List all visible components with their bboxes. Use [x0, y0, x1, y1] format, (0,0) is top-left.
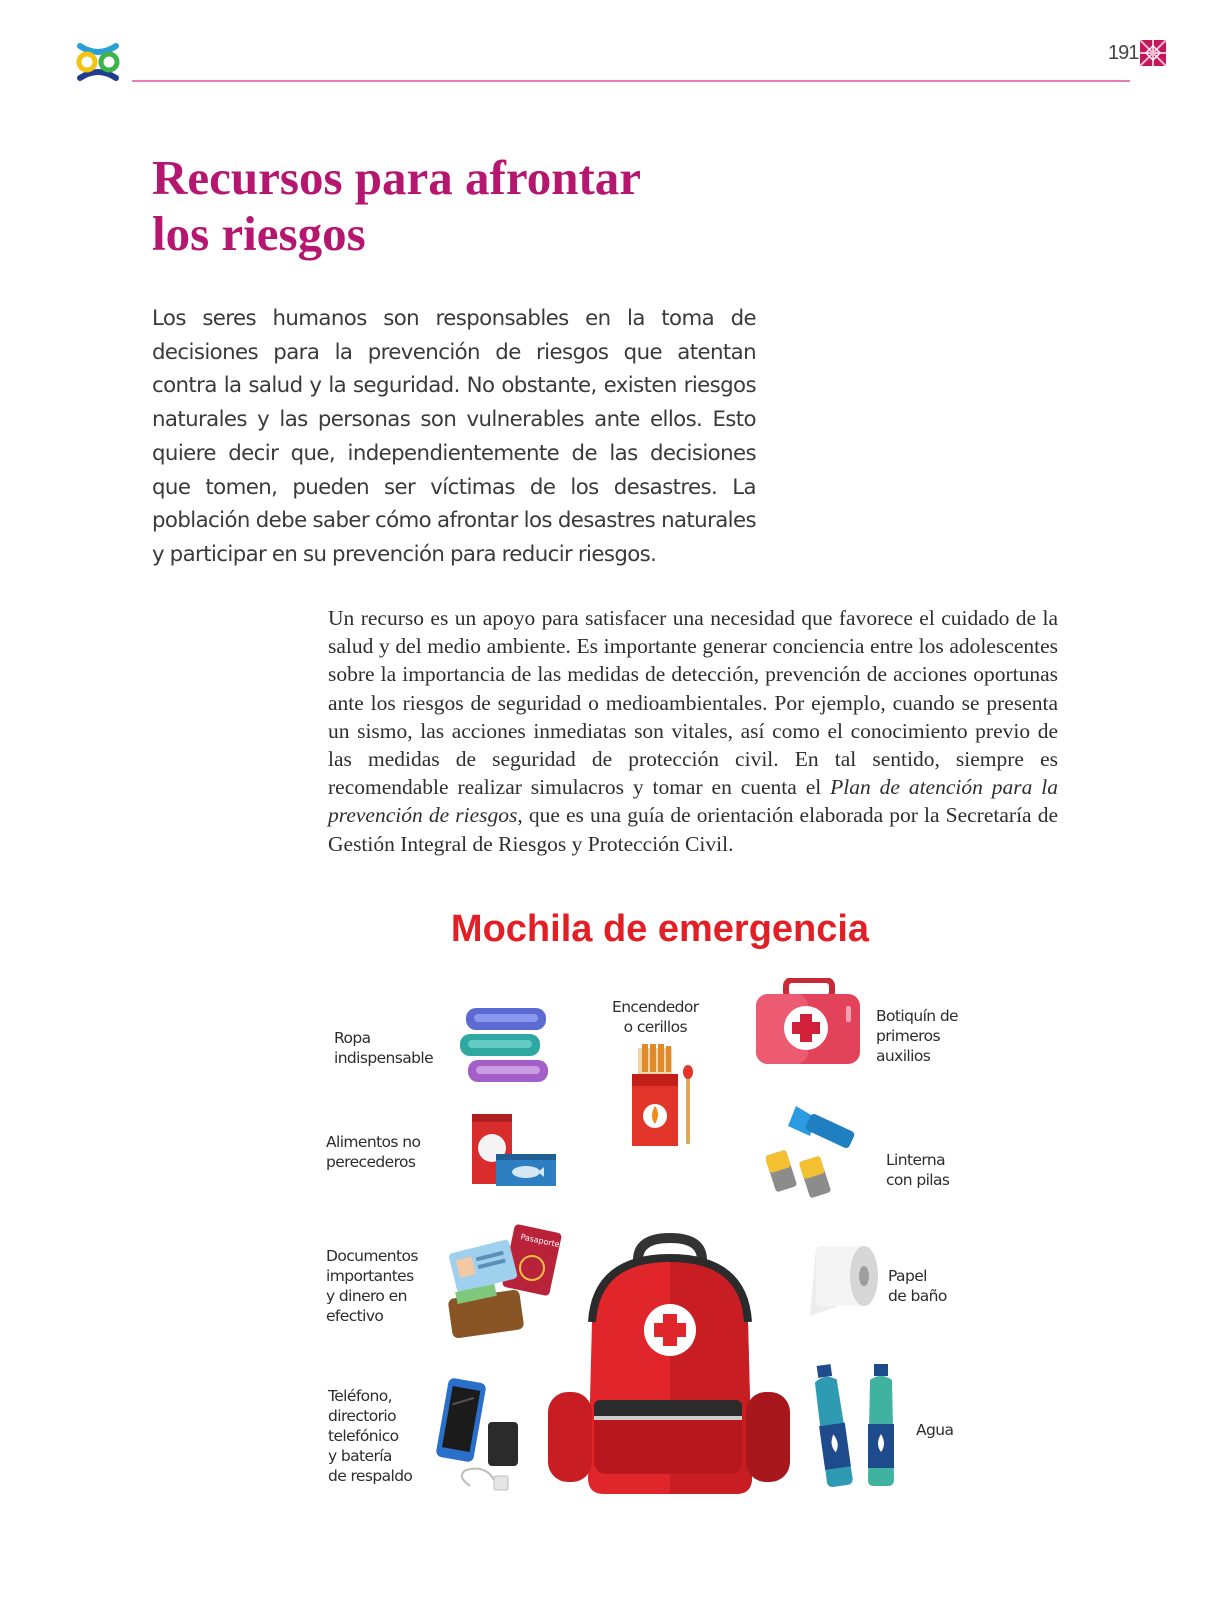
- label-linterna: Linterna con pilas: [886, 1151, 950, 1189]
- program-logo-icon: [74, 38, 122, 86]
- label-alimentos: Alimentos no perecederos: [326, 1133, 421, 1171]
- body-paragraph-text-1: Un recurso es un apoyo para satisfacer una necesidad que favorece el cuidado de la salud y del medio ambiente. Es importante generar conciencia entre los adolescentes sobre la importancia de las medidas de detección, prevención de acciones oportunas ante los riesgos de seguridad o medioambientales. Por ejemplo, cuando se presenta un sismo, las acciones inmediatas son vitales, así como el conocimiento previo de las medidas de seguridad de protección civil. En tal sentido, siempre es recomendable realizar simulacros y tomar en cuenta el: [328, 606, 1058, 800]
- passport-text: Pasaporte: [519, 1232, 561, 1250]
- label-botiquin: Botiquín de primeros auxilios: [876, 1007, 958, 1065]
- label-documentos: Documentos importantes y dinero en efectivo: [326, 1247, 418, 1325]
- intro-paragraph: Los seres humanos son responsables en la toma de decisiones para la prevención de riesgos que atentan contra la salud y la seguridad. No obstante, existen riesgos naturales y las personas son vulnerables ante ellos. Esto quiere decir que, independientemente de las decisiones que tomen, pueden ser víctimas de los desastres. La población debe saber cómo afrontar los desastres naturales y participar en su prevención para reducir riesgos.: [152, 306, 756, 567]
- charger-cable-icon: [462, 1469, 508, 1490]
- emergency-backpack-icon: [546, 1232, 792, 1502]
- power-bank-icon: [488, 1422, 518, 1466]
- canned-food-icon: [468, 1110, 562, 1190]
- page-number: 191: [1108, 42, 1139, 64]
- label-telefono: Teléfono, directorio telefónico y batería de respaldo: [328, 1387, 413, 1485]
- decorative-pattern-icon: [1140, 40, 1166, 66]
- infographic-title: Mochila de emergencia: [450, 908, 870, 950]
- plan-title: Plan de atención para la prevención de riesgos: [328, 775, 1058, 828]
- label-ropa: Ropa indispensable: [334, 1029, 434, 1067]
- first-aid-kit-icon: [754, 978, 864, 1068]
- page-title-line-1: Recursos para afrontar: [152, 150, 642, 205]
- page-title: [152, 150, 792, 262]
- header-rule: [132, 80, 1130, 82]
- toilet-paper-icon: [806, 1236, 882, 1324]
- phone-icon: [436, 1376, 526, 1506]
- folded-clothes-icon: [456, 1006, 556, 1090]
- flashlight-icon: [766, 1102, 876, 1202]
- body-paragraph-text-2: , que es una guía de orientación elaborada por la Secretaría de Gestión Integral de Riesgos y Protección Civil.: [328, 803, 1058, 856]
- label-agua: Agua: [916, 1421, 954, 1439]
- body-paragraph: [328, 604, 1058, 858]
- batteries-icon: [766, 1150, 831, 1199]
- page-title-line-2: los riesgos: [152, 206, 366, 261]
- label-encendedor: Encendedor o cerillos: [612, 998, 699, 1036]
- label-papel: Papel de baño: [888, 1267, 947, 1305]
- matchbox-icon: [630, 1044, 700, 1148]
- water-bottles-icon: [808, 1362, 918, 1492]
